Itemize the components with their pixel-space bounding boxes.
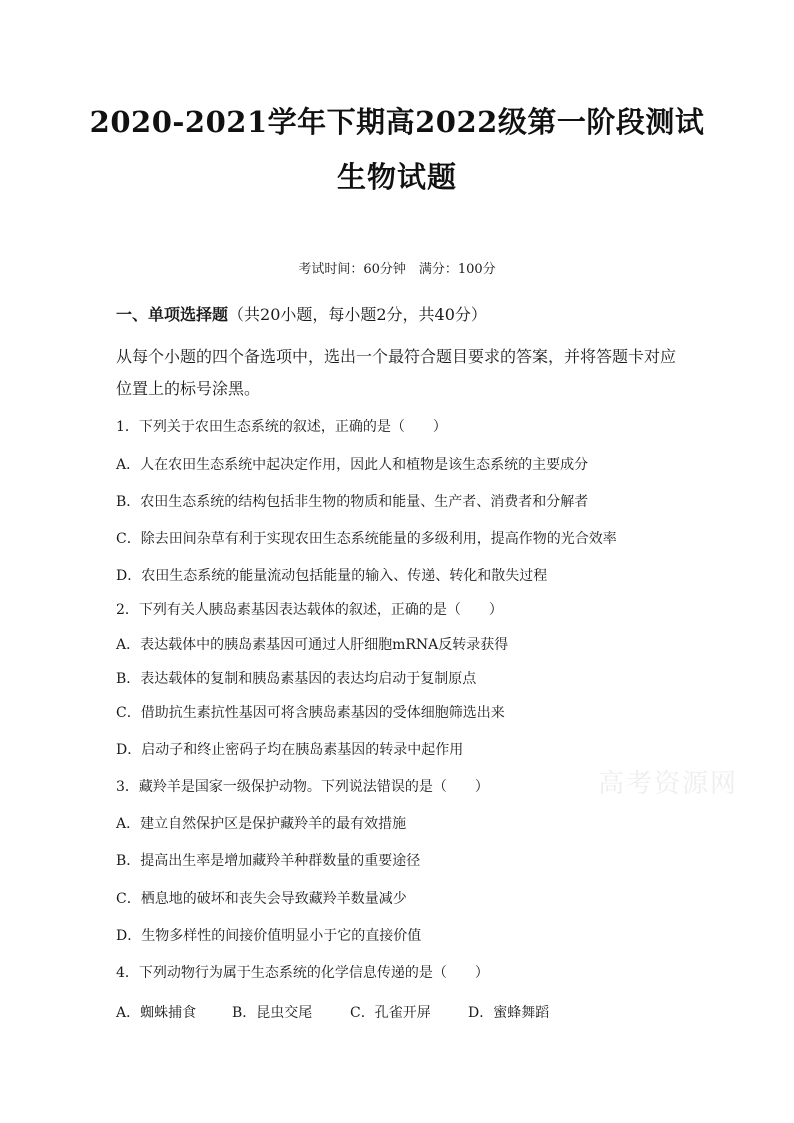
question-3-option-a: A．建立自然保护区是保护藏羚羊的最有效措施 <box>116 816 407 832</box>
question-4-stem: 4．下列动物行为属于生态系统的化学信息传递的是（ ） <box>116 965 489 981</box>
question-3-option-c: C．栖息地的破坏和丧失会导致藏羚羊数量减少 <box>116 891 407 907</box>
question-4-option-a: A．蜘蛛捕食 <box>116 1005 197 1021</box>
question-3-stem: 3．藏羚羊是国家一级保护动物。下列说法错误的是（ ） <box>116 779 489 795</box>
watermark: 高考资源网 <box>598 769 739 799</box>
question-4-options <box>116 1002 549 1022</box>
exam-meta: 考试时间：60分钟 满分：100分 <box>298 262 496 277</box>
page-title: 2020-2021学年下期高2022级第一阶段测试 <box>89 105 705 139</box>
question-2-option-a: A．表达载体中的胰岛素基因可通过人肝细胞mRNA反转录获得 <box>116 637 509 653</box>
question-2-option-c: C．借助抗生素抗性基因可将含胰岛素基因的受体细胞筛选出来 <box>116 705 505 721</box>
section-heading <box>116 302 487 325</box>
question-3-option-b: B．提高出生率是增加藏羚羊种群数量的重要途径 <box>116 853 421 869</box>
question-4-option-c: C．孔雀开屏 <box>350 1005 431 1021</box>
question-3-option-d: D．生物多样性的间接价值明显小于它的直接价值 <box>116 928 422 944</box>
question-1-option-a: A．人在农田生态系统中起决定作用，因此人和植物是该生态系统的主要成分 <box>116 457 589 473</box>
instruction-line-1: 从每个小题的四个备选项中，选出一个最符合题目要求的答案，并将答题卡对应 <box>116 347 677 366</box>
question-4-option-d: D．蜜蜂舞蹈 <box>468 1005 550 1021</box>
section-title: 一、单项选择题 <box>116 305 229 324</box>
question-2-stem: 2．下列有关人胰岛素基因表达载体的叙述，正确的是（ ） <box>116 602 503 618</box>
question-1-stem: 1．下列关于农田生态系统的叙述，正确的是（ ） <box>116 419 447 435</box>
question-4-option-b: B．昆虫交尾 <box>232 1005 313 1021</box>
question-1-option-d: D．农田生态系统的能量流动包括能量的输入、传递、转化和散失过程 <box>116 568 548 584</box>
question-1-option-b: B．农田生态系统的结构包括非生物的物质和能量、生产者、消费者和分解者 <box>116 494 589 510</box>
question-1-option-c: C．除去田间杂草有利于实现农田生态系统能量的多级利用，提高作物的光合效率 <box>116 531 617 547</box>
section-note: （共20小题，每小题2分，共40分） <box>228 305 487 324</box>
question-2-option-d: D．启动子和终止密码子均在胰岛素基因的转录中起作用 <box>116 742 464 758</box>
instruction-line-2: 位置上的标号涂黑。 <box>116 379 261 398</box>
page-subtitle: 生物试题 <box>336 160 457 194</box>
question-2-option-b: B．表达载体的复制和胰岛素基因的表达均启动于复制原点 <box>116 671 477 687</box>
